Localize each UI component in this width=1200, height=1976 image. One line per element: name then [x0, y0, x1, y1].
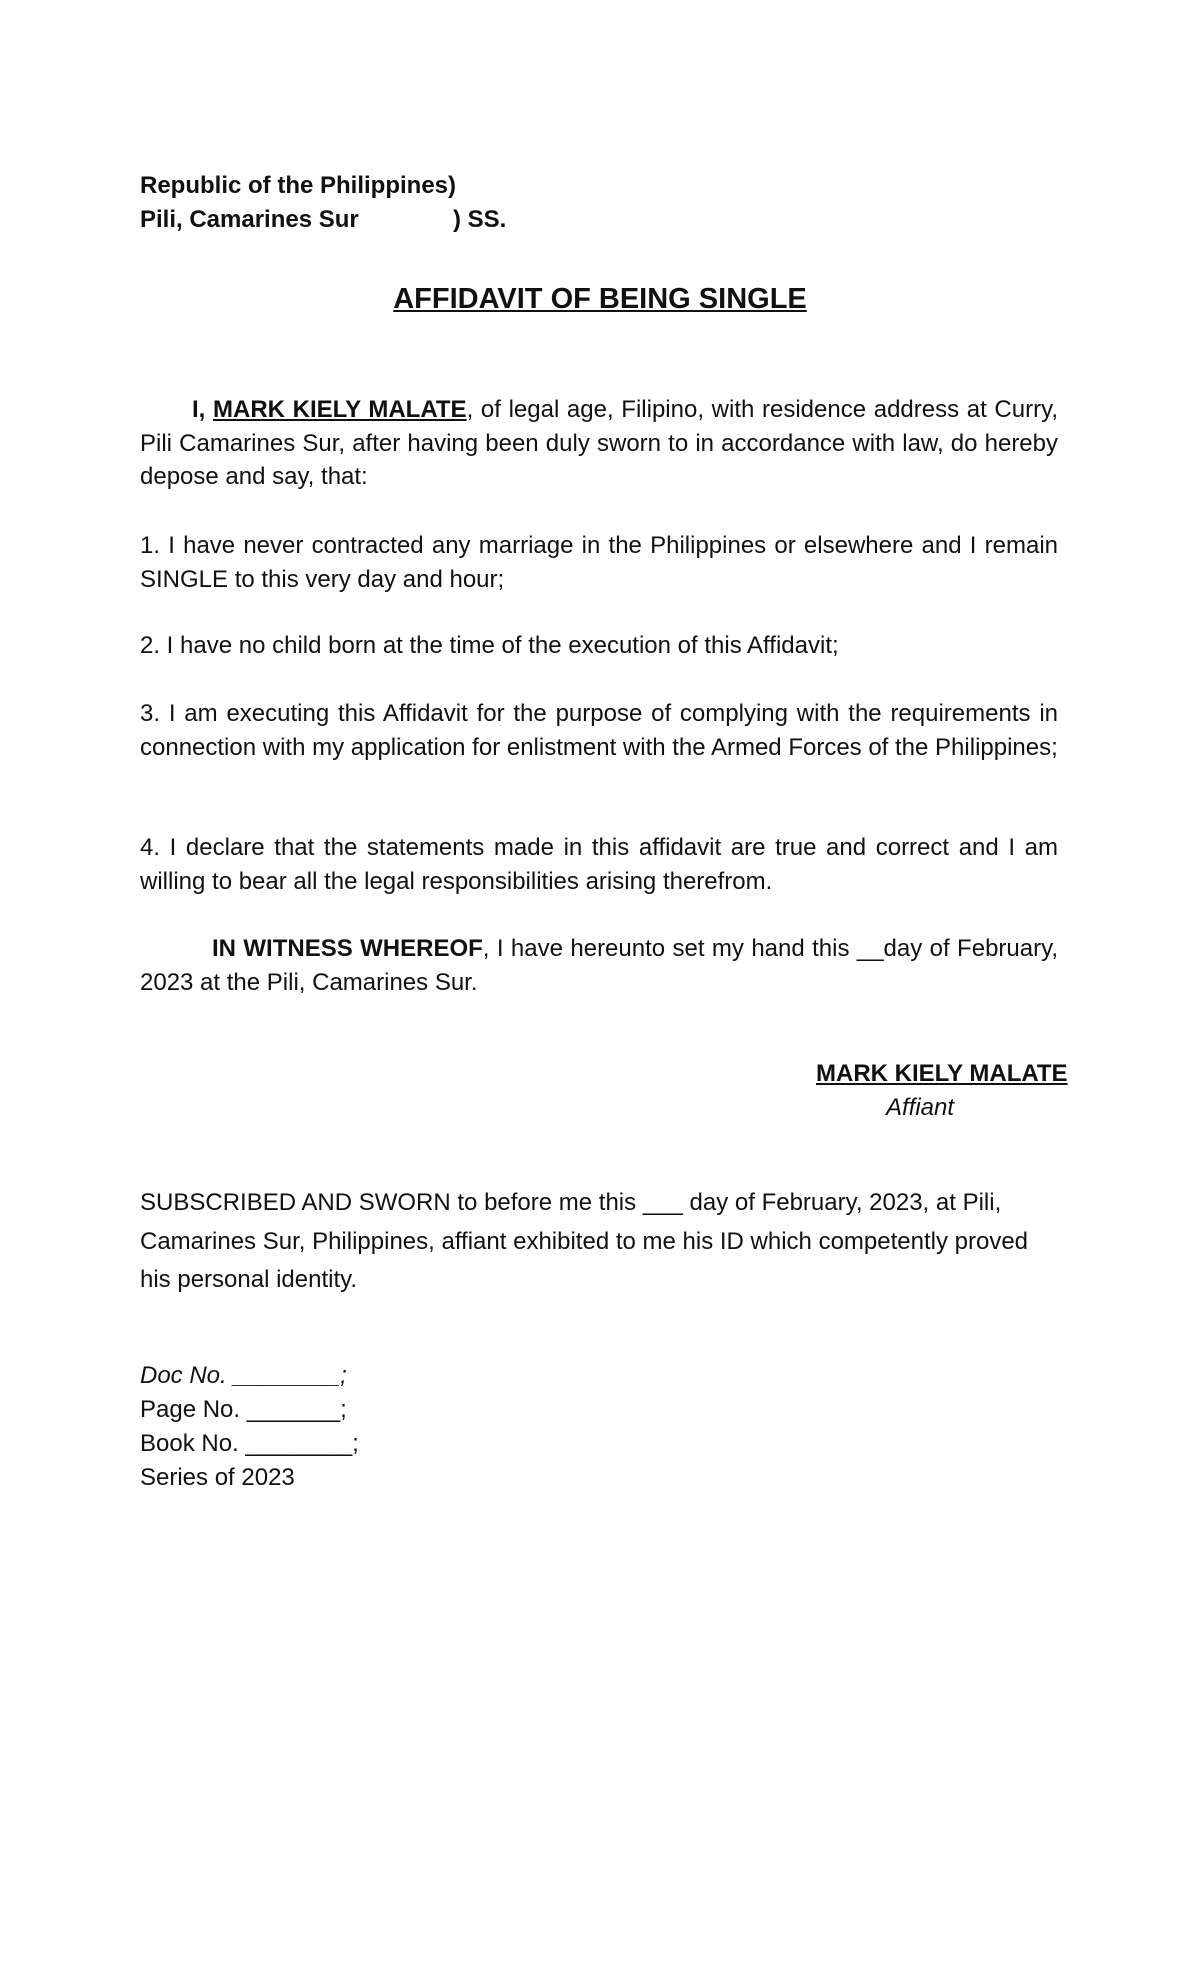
page-number: Page No. _______; [140, 1396, 347, 1423]
statement-4: 4. I declare that the statements made in this affidavit are true and correct and I am willing to bear all the legal responsibilities arising therefrom. [140, 834, 1058, 895]
opening-prefix: I, [192, 396, 213, 423]
book-number: Book No. ________; [140, 1430, 359, 1457]
signature-name: MARK KIELY MALATE [816, 1060, 1068, 1087]
document-title: AFFIDAVIT OF BEING SINGLE [393, 283, 807, 315]
witness-text: , I have hereunto set my hand this __day of February, 2023 at the Pili, Camarines Sur. [140, 935, 1058, 996]
venue-place: Pili, Camarines Sur [140, 206, 359, 233]
venue-ss: ) SS. [453, 206, 507, 233]
statement-2: 2. I have no child born at the time of the execution of this Affidavit; [140, 632, 839, 659]
opening-paragraph [140, 393, 1058, 494]
statement-3: 3. I am executing this Affidavit for the purpose of complying with the requirements in connection with my application for enlistment with the Armed Forces of the Philippines; [140, 700, 1058, 761]
jurat-paragraph: SUBSCRIBED AND SWORN to before me this ___ day of February, 2023, at Pili, Camarines Sur, Philippines, affiant exhibited to me his ID which competently proved his personal identity. [140, 1189, 1029, 1293]
doc-number: Doc No. ________; [140, 1362, 347, 1389]
witness-paragraph [140, 932, 1058, 999]
opening-text: , of legal age, Filipino, with residence address at Curry, Pili Camarines Sur, after having been duly sworn to in accordance with law, do hereby depose and say, that: [140, 396, 1058, 490]
witness-lead: IN WITNESS WHEREOF [212, 935, 483, 962]
venue-country: Republic of the Philippines) [140, 172, 457, 199]
series-year: Series of 2023 [140, 1464, 295, 1491]
affiant-name: MARK KIELY MALATE [213, 396, 467, 423]
statement-1: 1. I have never contracted any marriage in the Philippines or elsewhere and I remain SINGLE to this very day and hour; [140, 532, 1058, 593]
signature-role: Affiant [886, 1094, 955, 1121]
